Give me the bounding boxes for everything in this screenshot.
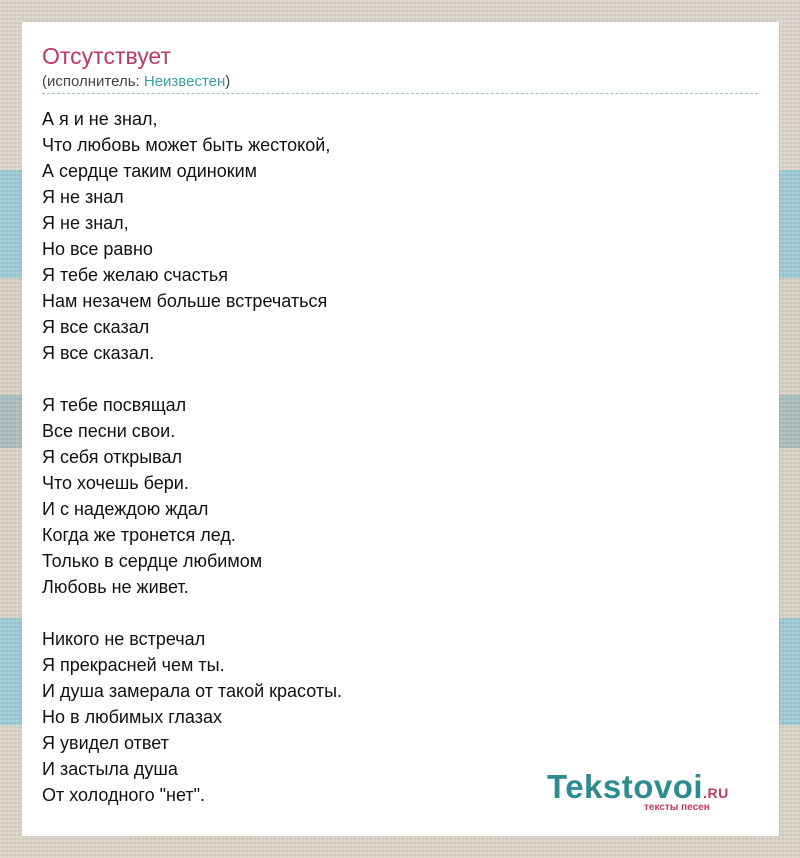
artist-suffix: ) bbox=[225, 73, 231, 90]
song-title: Отсутствует bbox=[42, 43, 171, 69]
artist-line bbox=[42, 72, 230, 92]
divider bbox=[42, 93, 758, 94]
lyrics-card bbox=[22, 22, 779, 836]
artist-link[interactable]: Неизвестен bbox=[143, 73, 226, 90]
lyrics-text: А я и не знал, Что любовь может быть жестокой, А сердце таким одиноким Я не знал Я не знал, Но все равно Я тебе желаю счастья Нам незачем больше встречаться Я все сказал Я все сказал. Я тебе посвящал Все песни свои. Я себя открывал Что хочешь бери. И с надеждою ждал Когда же тронется лед. Только в сердце любимом Любовь не живет. Никого не встречал Я прекрасней чем ты. И душа замерала от такой красоты. Но в любимых глазах Я увидел ответ И застыла душа От холодного "нет". bbox=[42, 109, 343, 805]
logo-tagline: тексты песен bbox=[644, 802, 710, 813]
artist-prefix: (исполнитель: bbox=[42, 73, 144, 90]
logo-name: Tekstovoi bbox=[547, 768, 704, 805]
logo-tld: .RU bbox=[703, 785, 729, 801]
